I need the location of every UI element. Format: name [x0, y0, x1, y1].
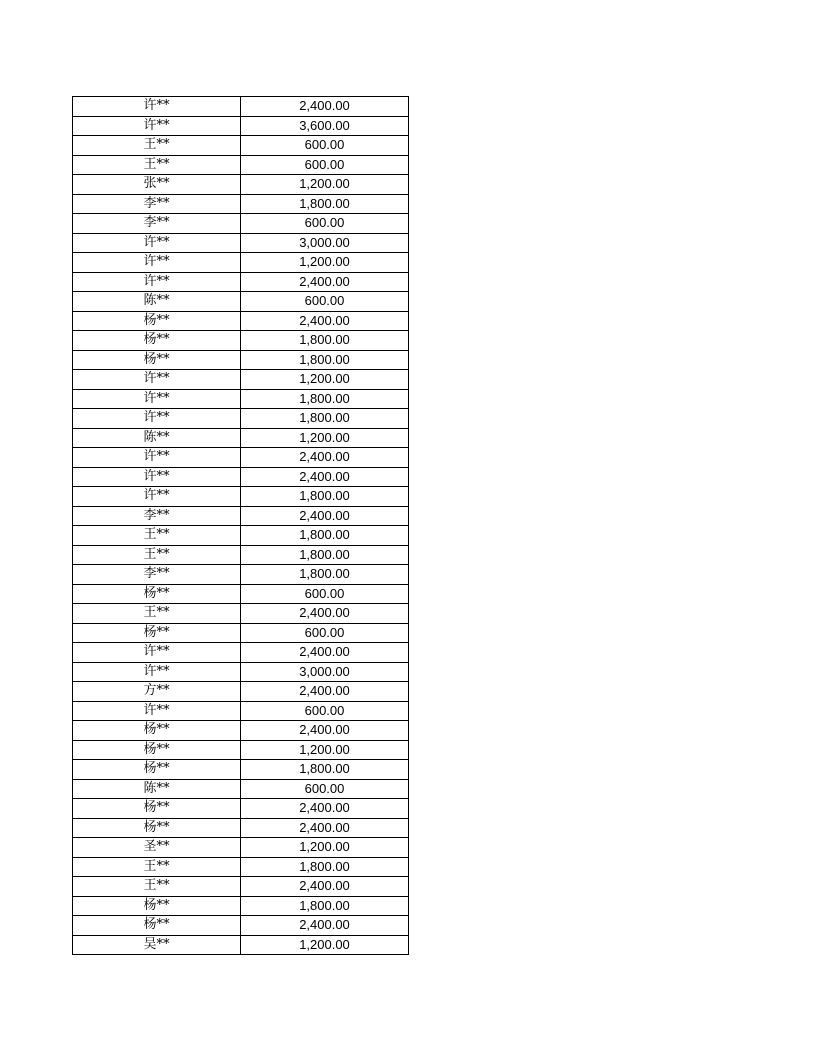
name-cell: 杨**: [73, 584, 241, 604]
amount-cell: 2,400.00: [241, 682, 409, 702]
table-row: [73, 409, 409, 429]
name-cell: 杨**: [73, 799, 241, 819]
table-row: [73, 292, 409, 312]
table-row: [73, 214, 409, 234]
name-cell: 杨**: [73, 818, 241, 838]
name-cell: 许**: [73, 233, 241, 253]
name-cell: 李**: [73, 194, 241, 214]
amount-cell: 2,400.00: [241, 818, 409, 838]
table-row: [73, 818, 409, 838]
payment-table: [72, 96, 409, 955]
table-row: [73, 97, 409, 117]
table-row: [73, 487, 409, 507]
amount-cell: 1,800.00: [241, 526, 409, 546]
table-row: [73, 662, 409, 682]
amount-cell: 2,400.00: [241, 799, 409, 819]
table-row: [73, 916, 409, 936]
amount-cell: 1,200.00: [241, 253, 409, 273]
table-row: [73, 253, 409, 273]
amount-cell: 1,800.00: [241, 389, 409, 409]
name-cell: 王**: [73, 526, 241, 546]
name-cell: 张**: [73, 175, 241, 195]
table-row: [73, 623, 409, 643]
amount-cell: 600.00: [241, 584, 409, 604]
amount-cell: 1,200.00: [241, 370, 409, 390]
amount-cell: 600.00: [241, 136, 409, 156]
amount-cell: 600.00: [241, 779, 409, 799]
table-row: [73, 194, 409, 214]
name-cell: 杨**: [73, 740, 241, 760]
table-row: [73, 428, 409, 448]
name-cell: 许**: [73, 662, 241, 682]
name-cell: 杨**: [73, 623, 241, 643]
table-row: [73, 506, 409, 526]
name-cell: 许**: [73, 116, 241, 136]
amount-cell: 2,400.00: [241, 604, 409, 624]
table-row: [73, 389, 409, 409]
amount-cell: 1,200.00: [241, 175, 409, 195]
table-row: [73, 799, 409, 819]
name-cell: 许**: [73, 253, 241, 273]
amount-cell: 3,000.00: [241, 233, 409, 253]
amount-cell: 1,800.00: [241, 760, 409, 780]
amount-cell: 1,200.00: [241, 838, 409, 858]
amount-cell: 1,200.00: [241, 935, 409, 955]
name-cell: 许**: [73, 467, 241, 487]
amount-cell: 1,200.00: [241, 740, 409, 760]
name-cell: 陈**: [73, 292, 241, 312]
table-row: [73, 565, 409, 585]
table-row: [73, 877, 409, 897]
name-cell: 许**: [73, 487, 241, 507]
amount-cell: 2,400.00: [241, 448, 409, 468]
amount-cell: 2,400.00: [241, 877, 409, 897]
name-cell: 李**: [73, 506, 241, 526]
name-cell: 杨**: [73, 311, 241, 331]
name-cell: 许**: [73, 701, 241, 721]
table-row: [73, 857, 409, 877]
table-row: [73, 370, 409, 390]
amount-cell: 600.00: [241, 623, 409, 643]
name-cell: 王**: [73, 857, 241, 877]
amount-cell: 1,800.00: [241, 409, 409, 429]
name-cell: 杨**: [73, 916, 241, 936]
name-cell: 王**: [73, 136, 241, 156]
name-cell: 方**: [73, 682, 241, 702]
amount-cell: 600.00: [241, 292, 409, 312]
amount-cell: 1,800.00: [241, 194, 409, 214]
amount-cell: 1,800.00: [241, 896, 409, 916]
name-cell: 李**: [73, 214, 241, 234]
amount-cell: 600.00: [241, 155, 409, 175]
name-cell: 杨**: [73, 896, 241, 916]
amount-cell: 1,800.00: [241, 545, 409, 565]
table-row: [73, 311, 409, 331]
table-row: [73, 701, 409, 721]
table-row: [73, 136, 409, 156]
table-row: [73, 604, 409, 624]
amount-cell: 600.00: [241, 701, 409, 721]
table-row: [73, 838, 409, 858]
amount-cell: 3,600.00: [241, 116, 409, 136]
table-row: [73, 116, 409, 136]
table-row: [73, 272, 409, 292]
name-cell: 王**: [73, 155, 241, 175]
table-row: [73, 467, 409, 487]
amount-cell: 2,400.00: [241, 272, 409, 292]
amount-cell: 1,800.00: [241, 857, 409, 877]
table-row: [73, 175, 409, 195]
table-row: [73, 779, 409, 799]
name-cell: 王**: [73, 604, 241, 624]
amount-cell: 1,200.00: [241, 428, 409, 448]
name-cell: 李**: [73, 565, 241, 585]
amount-cell: 600.00: [241, 214, 409, 234]
name-cell: 许**: [73, 409, 241, 429]
table-row: [73, 935, 409, 955]
amount-cell: 1,800.00: [241, 350, 409, 370]
table-row: [73, 331, 409, 351]
name-cell: 圣**: [73, 838, 241, 858]
amount-cell: 2,400.00: [241, 643, 409, 663]
name-cell: 王**: [73, 545, 241, 565]
table-row: [73, 740, 409, 760]
table-row: [73, 233, 409, 253]
name-cell: 杨**: [73, 760, 241, 780]
name-cell: 杨**: [73, 721, 241, 741]
table-row: [73, 896, 409, 916]
table-row: [73, 721, 409, 741]
table-row: [73, 760, 409, 780]
name-cell: 许**: [73, 643, 241, 663]
name-cell: 陈**: [73, 428, 241, 448]
amount-cell: 2,400.00: [241, 916, 409, 936]
table-row: [73, 643, 409, 663]
payment-table-body: [73, 97, 409, 955]
table-row: [73, 545, 409, 565]
table-row: [73, 682, 409, 702]
table-row: [73, 155, 409, 175]
name-cell: 吴**: [73, 935, 241, 955]
amount-cell: 1,800.00: [241, 565, 409, 585]
amount-cell: 2,400.00: [241, 506, 409, 526]
amount-cell: 2,400.00: [241, 97, 409, 117]
table-row: [73, 526, 409, 546]
name-cell: 陈**: [73, 779, 241, 799]
name-cell: 王**: [73, 877, 241, 897]
name-cell: 杨**: [73, 350, 241, 370]
name-cell: 许**: [73, 370, 241, 390]
table-row: [73, 448, 409, 468]
name-cell: 许**: [73, 272, 241, 292]
name-cell: 许**: [73, 97, 241, 117]
amount-cell: 2,400.00: [241, 311, 409, 331]
name-cell: 杨**: [73, 331, 241, 351]
amount-cell: 1,800.00: [241, 331, 409, 351]
amount-cell: 2,400.00: [241, 467, 409, 487]
amount-cell: 2,400.00: [241, 721, 409, 741]
name-cell: 许**: [73, 448, 241, 468]
amount-cell: 3,000.00: [241, 662, 409, 682]
amount-cell: 1,800.00: [241, 487, 409, 507]
name-cell: 许**: [73, 389, 241, 409]
table-row: [73, 350, 409, 370]
table-row: [73, 584, 409, 604]
